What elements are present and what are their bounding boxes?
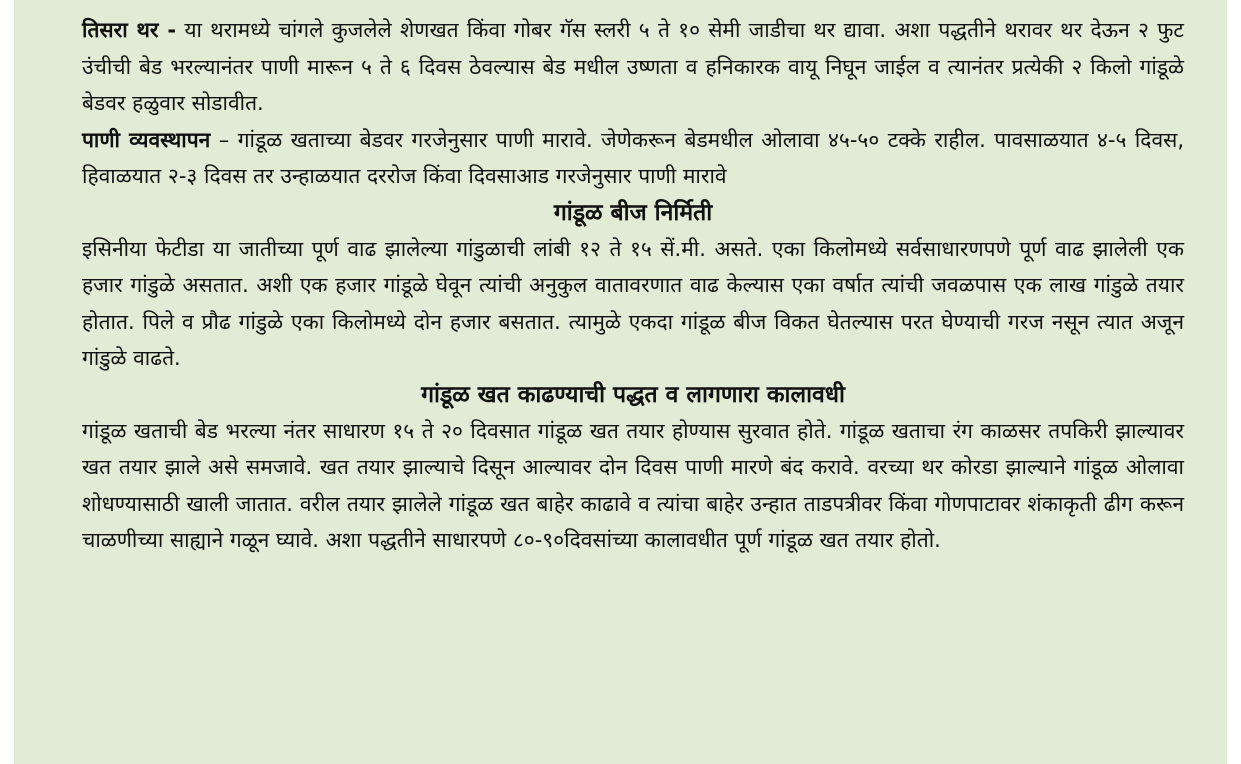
document-panel (14, 0, 1227, 764)
paragraph-water-management (82, 122, 1184, 195)
document-body (82, 12, 1184, 559)
paragraph-seed-production: इसिनीया फेटीडा या जातीच्या पूर्ण वाढ झालेल्या गांडुळाची लांबी १२ ते १५ सें.मी. असते. एका किलोमध्ये सर्वसाधारणपणे पूर्ण वाढ झालेली एक हजार गांडुळे असतात. अशी एक हजार गांडूळे घेवून त्यांची अनुकुल वातावरणात वाढ केल्यास एका वर्षात त्यांची जवळपास एक लाख गांडुळे तयार होतात. पिले व प्रौढ गांडुळे एका किलोमध्ये दोन हजार बसतात. त्यामुळे एकदा गांडूळ बीज विकत घेतल्यास परत घेण्याची गरज नसून त्यात अजून गांडुळे वाढते. (82, 236, 1184, 370)
text-water-management: – गांडूळ खताच्या बेडवर गरजेनुसार पाणी मारावे. जेणेकरून बेडमधील ओलावा ४५-५० टक्के राहील. पावसाळयात ४-५ दिवस, हिवाळयात २-३ दिवस तर उन्हाळयात दररोज किंवा दिवसाआड गरजेनुसार पाणी मारावे (82, 127, 1184, 188)
lead-third-layer: तिसरा थर - (82, 18, 177, 42)
text-third-layer: या थरामध्ये चांगले कुजलेले शेणखत किंवा गोबर गॅस स्लरी ५ ते १० सेमी जाडीचा थर द्यावा. अशा पद्धतीने थरावर थर देऊन २ फुट उंचीची बेड भरल्यानंतर पाणी मारून ५ ते ६ दिवस ठेवल्यास बेड मधील उष्णता व हनिकारक वायू निघून जाईल व त्यानंतर प्रत्येकी २ किलो गांडूळे बेडवर हळुवार सोडावीत. (82, 18, 1184, 115)
lead-water-management: पाणी व्यवस्थापन (82, 127, 211, 152)
paragraph-third-layer (82, 12, 1184, 122)
heading-seed-production: गांडूळ बीज निर्मिती (553, 199, 713, 226)
heading-harvest-method: गांडूळ खत काढण्याची पद्धत व लागणारा कालावधी (421, 381, 845, 408)
paragraph-harvest-method: गांडूळ खताची बेड भरल्या नंतर साधारण १५ ते २० दिवसात गांडूळ खत तयार होण्यास सुरवात होते. गांडूळ खताचा रंग काळसर तपकिरी झाल्यावर खत तयार झाले असे समजावे. खत तयार झाल्याचे दिसून आल्यावर दोन दिवस पाणी मारणे बंद करावे. वरच्या थर कोरडा झाल्याने गांडूळ ओलावा शोधण्यासाठी खाली जातात. वरील तयार झालेले गांडूळ खत बाहेर काढावे व त्यांचा बाहेर उन्हात ताडपत्रीवर किंवा गोणपाटावर शंकाकृती ढीग करून चाळणीच्या साह्याने गळून घ्यावे. अशा पद्धतीने साधारपणे ८०-९०दिवसांच्या कालावधीत पूर्ण गांडूळ खत तयार होतो. (82, 418, 1184, 552)
